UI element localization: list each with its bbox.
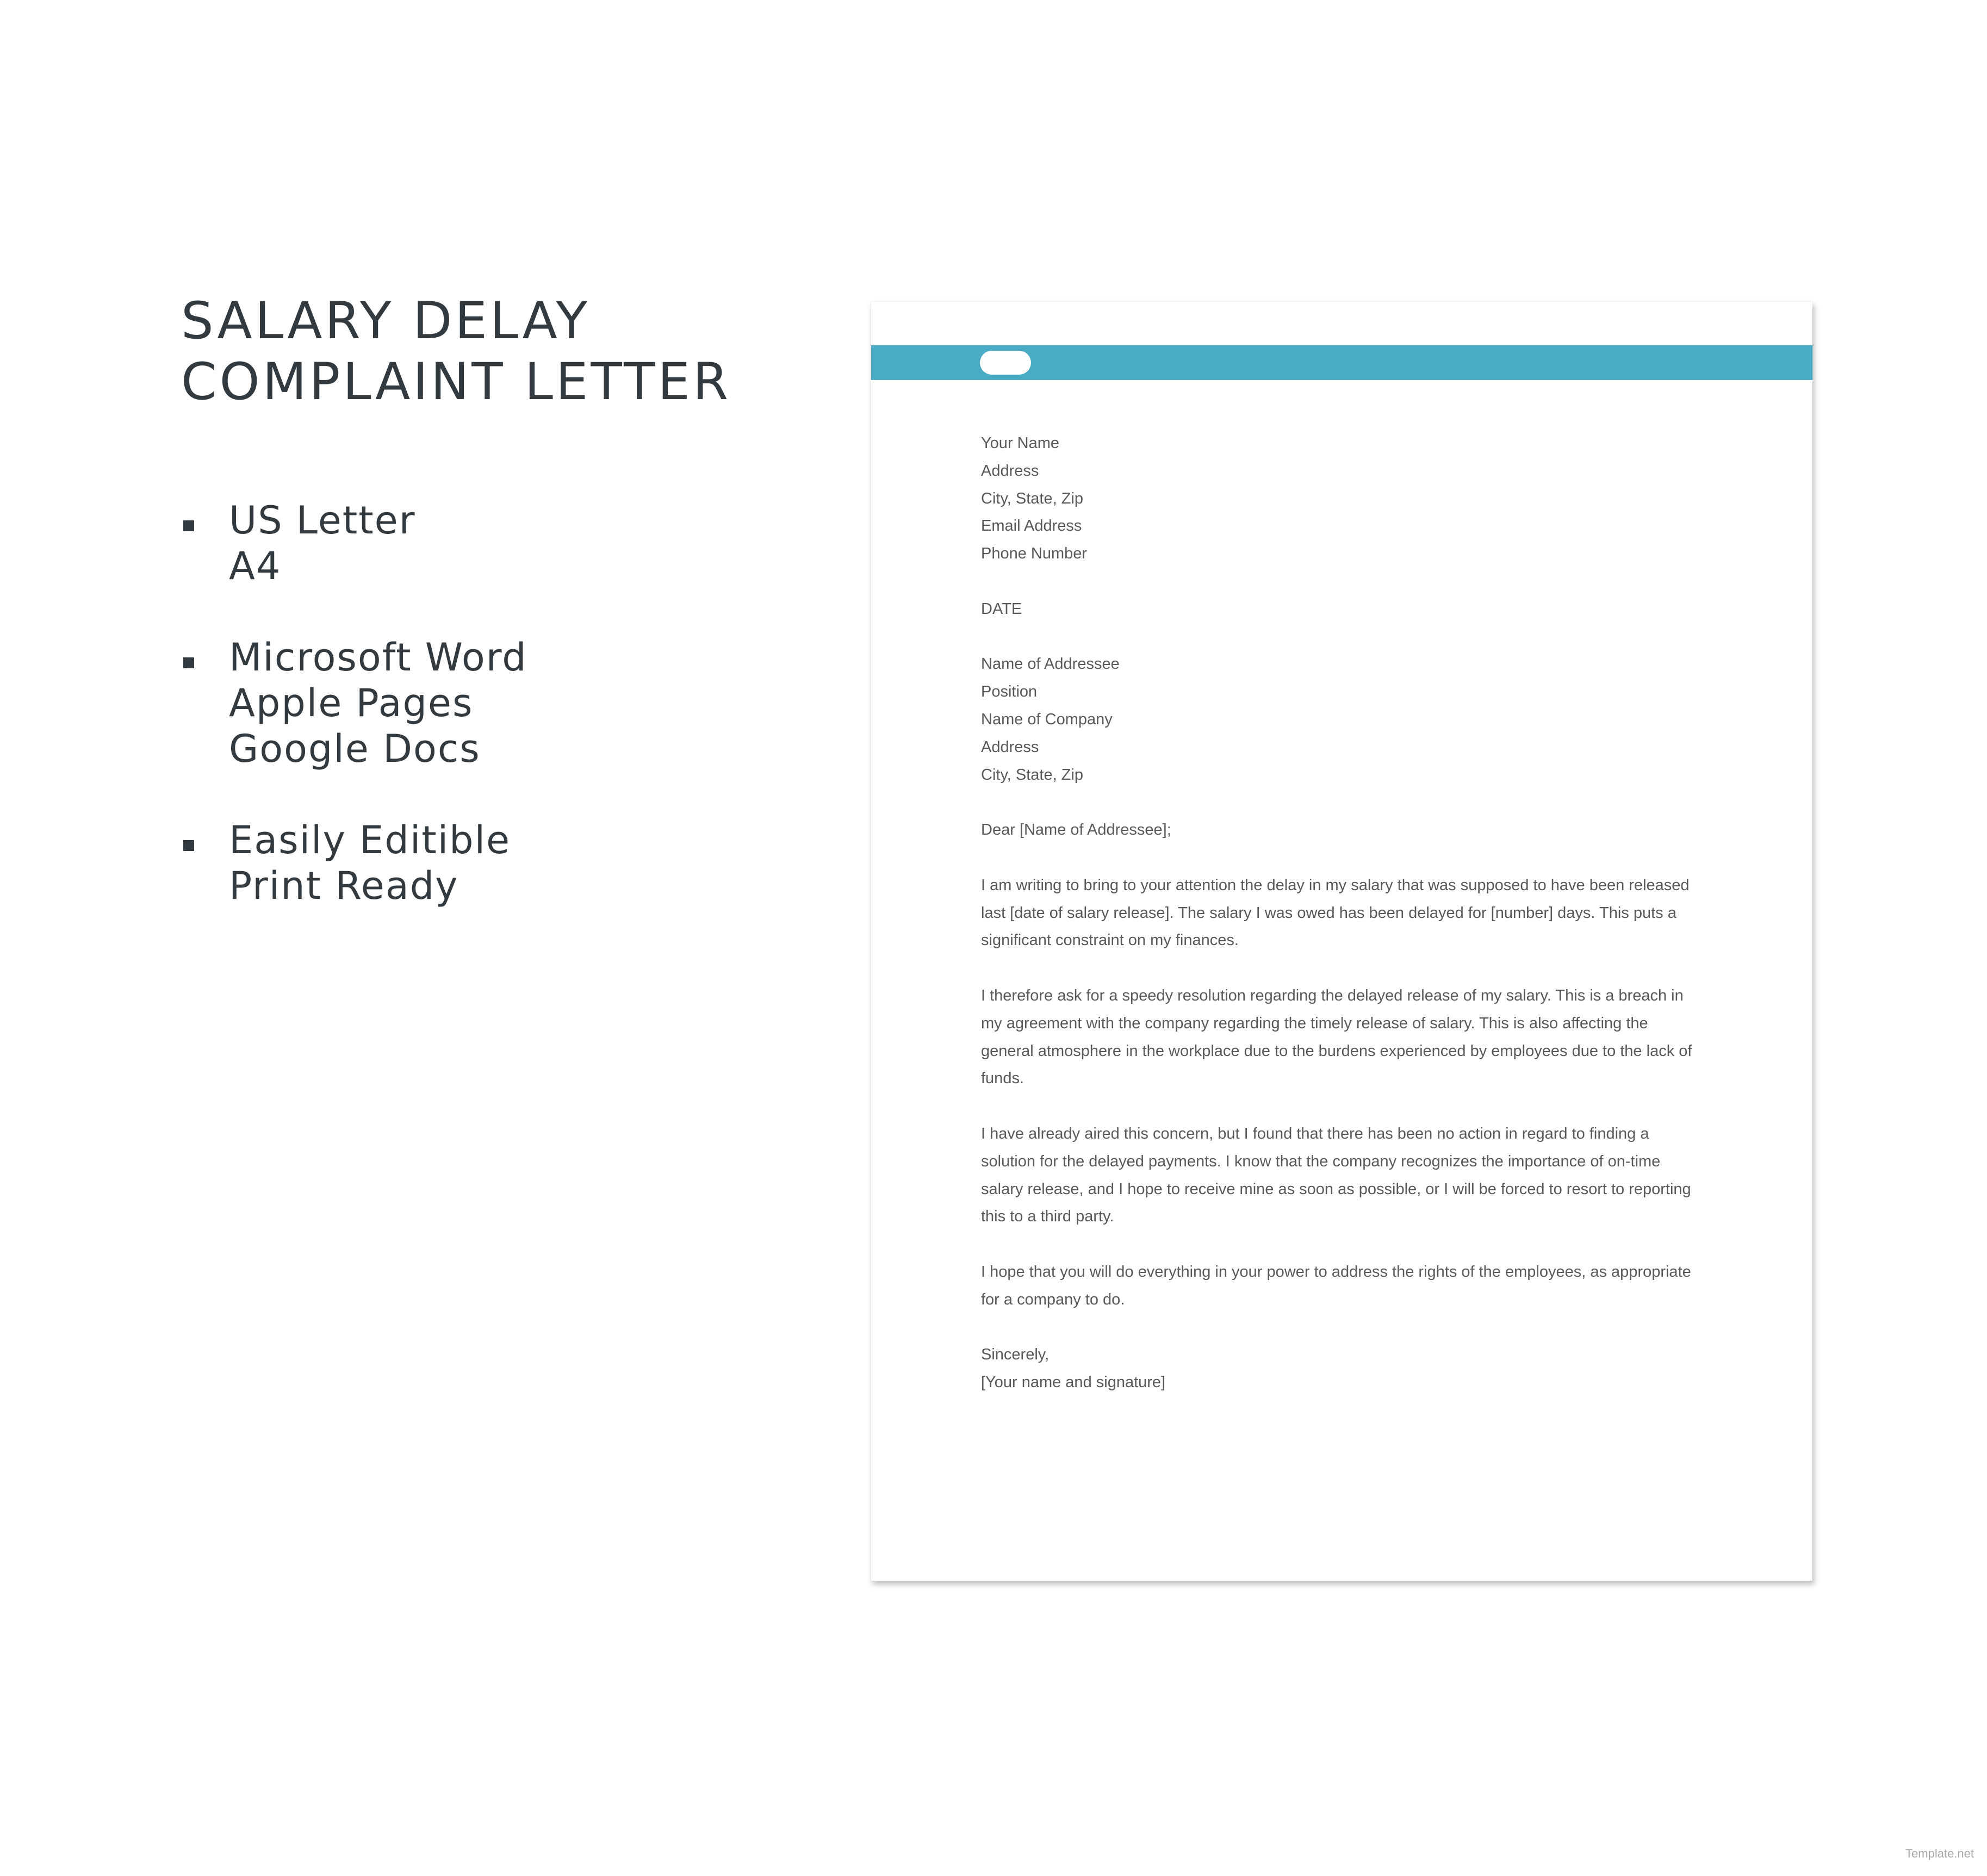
feature-text: A4 [229,544,282,588]
feature-text: Apple Pages [229,681,474,725]
recipient-line: City, State, Zip [981,766,1084,784]
title-line-2: COMPLAINT LETTER [181,352,731,412]
body-paragraph: I therefore ask for a speedy resolution regarding the delayed release of my salary. This is a breach in my agreement with the company regarding the timely release of salary. This is also affecting the general atmosphere in the workplace due to the burdens experienced by employees due to the lack of funds. [981,986,1692,1088]
header-accent-bar [871,345,1812,380]
square-bullet-icon [183,840,194,851]
recipient-block [981,650,1721,788]
letter-body [981,430,1721,1396]
feature-text: Google Docs [229,726,481,771]
body-paragraph: I have already aired this concern, but I found that there has been no action in regard to finding a solution for the delayed payments. I know that the company recognizes the importance of on-time salary release, and I hope to receive mine as soon as possible, or I will be forced to resort to reporting this to a third party. [981,1125,1691,1226]
sender-block [981,430,1721,568]
feature-item-editing [181,817,527,909]
sender-line: Address [981,462,1039,480]
signature: [Your name and signature] [981,1374,1166,1392]
watermark: Template.net [1905,1847,1974,1860]
salutation: Dear [Name of Addressee]; [981,821,1171,839]
recipient-line: Name of Company [981,710,1113,728]
closing: Sincerely, [981,1346,1050,1364]
sender-line: Email Address [981,517,1082,535]
feature-text: US Letter [229,498,416,543]
recipient-line: Position [981,683,1038,701]
feature-list [181,498,527,954]
sender-line: City, State, Zip [981,489,1084,507]
page-title [181,291,731,413]
body-paragraph: I am writing to bring to your attention the delay in my salary that was supposed to have been released last [date of salary release]. The salary I was owed has been delayed for [number] days. This puts a significant constraint on my finances. [981,876,1690,949]
feature-item-paper-size [181,498,527,589]
sender-line: Your Name [981,434,1060,452]
sender-line: Phone Number [981,545,1088,563]
logo-placeholder [980,351,1031,375]
title-line-1: SALARY DELAY [181,291,590,351]
feature-text: Easily Editible [229,818,511,862]
feature-item-formats [181,635,527,772]
square-bullet-icon [183,520,194,531]
body-paragraph: I hope that you will do everything in your power to address the rights of the employees, as appropriate for a company to do. [981,1263,1691,1308]
square-bullet-icon [183,657,194,668]
feature-text: Print Ready [229,864,459,908]
recipient-line: Name of Addressee [981,655,1120,673]
letter-sheet-preview [871,302,1812,1581]
recipient-line: Address [981,738,1039,756]
feature-text: Microsoft Word [229,635,527,680]
letter-date: DATE [981,600,1022,618]
